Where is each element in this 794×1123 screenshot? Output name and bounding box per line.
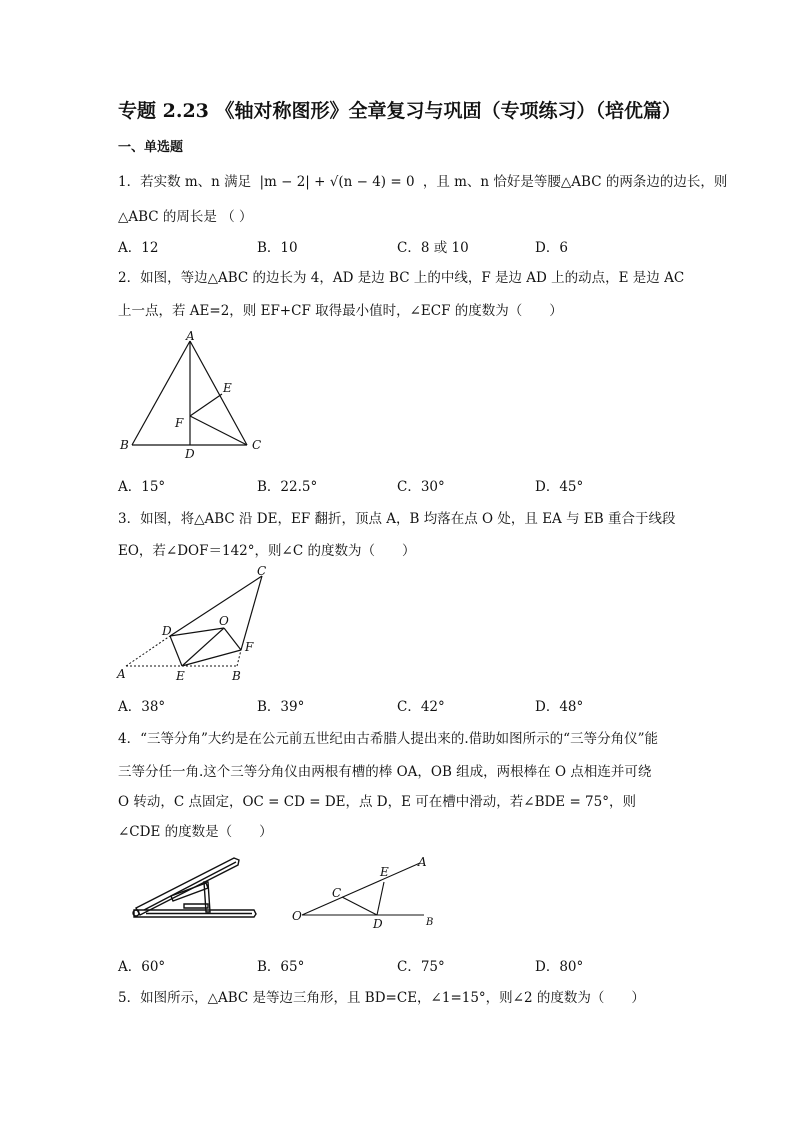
q4-line2: 三等分任一角.这个三等分角仪由两根有槽的棒 OA，OB 组成，两根棒在 O 点相连并可绕	[118, 764, 652, 780]
q3-option-a: A．38°	[118, 699, 166, 715]
q1-formula: |m − 2| + √(n − 4) = 0	[259, 174, 415, 190]
q2-option-a: A．15°	[118, 479, 166, 495]
q4-label-b: B	[426, 917, 434, 928]
q1-line2: △ABC 的周长是 （ ）	[118, 209, 253, 225]
q1-option-d: D．6	[535, 240, 568, 256]
q4-label-e: E	[380, 865, 389, 879]
q2-options	[118, 475, 698, 493]
q3-label-b: B	[232, 669, 241, 683]
q3-edge-cd	[170, 576, 262, 636]
q1-text-a: 1．若实数 m、n 满足	[118, 174, 252, 190]
q4-line4: ∠CDE 的度数是（ ）	[118, 824, 273, 840]
q2-option-c: C．30°	[397, 479, 445, 495]
q1-text-b: ，且 m、n 恰好是等腰△ABC 的两条边的边长，则	[422, 174, 728, 190]
q2-label-c: C	[252, 438, 262, 452]
q4-option-b: B．65°	[257, 959, 305, 975]
q4-line3: O 转动，C 点固定，OC = CD = DE，点 D，E 可在槽中滑动，若∠BDE = 75°，则	[118, 794, 636, 810]
q3-dashed-bf	[237, 650, 241, 666]
q4-diagram-figure	[286, 852, 446, 932]
q4-segment-de	[377, 882, 384, 915]
q3-label-e: E	[176, 669, 185, 683]
q1-line1	[118, 170, 727, 190]
q2-label-d: D	[185, 447, 195, 461]
q2-label-a: A	[186, 329, 195, 343]
q4-options	[118, 955, 698, 973]
q4-option-c: C．75°	[397, 959, 445, 975]
q4-device-figure	[126, 852, 266, 922]
q3-figure	[112, 562, 282, 686]
q3-edge-de	[170, 636, 182, 666]
q2-figure	[112, 328, 272, 464]
q4-label-a: A	[418, 855, 427, 869]
q4-device-slot-oa	[144, 862, 236, 910]
q5-line1: 5．如图所示，△ABC 是等边三角形，且 BD=CE，∠1=15°，则∠2 的度数为（ ）	[118, 990, 645, 1006]
q4-line1: 4．“三等分角”大约是在公元前五世纪由古希腊人提出来的.借助如图所示的“三等分角仪”能	[118, 731, 658, 747]
q2-line1: 2．如图，等边△ABC 的边长为 4，AD 是边 BC 上的中线，F 是边 AD 上的动点，E 是边 AC	[118, 270, 685, 286]
q2-segment-fe	[190, 394, 222, 416]
q1-options	[118, 236, 698, 254]
q3-label-a: A	[117, 667, 126, 681]
q3-label-c: C	[257, 564, 267, 578]
q2-label-f: F	[175, 416, 184, 430]
q4-label-c: C	[332, 886, 342, 900]
q4-label-o: O	[292, 909, 302, 923]
q3-option-d: D．48°	[535, 699, 584, 715]
q1-option-a: A．12	[118, 240, 159, 256]
q4-label-d: D	[373, 917, 383, 931]
q4-segment-cd	[342, 897, 377, 915]
q4-option-a: A．60°	[118, 959, 166, 975]
q4-device-link-base	[184, 904, 208, 908]
q3-label-f: F	[245, 640, 254, 654]
section-heading: 一、单选题	[118, 140, 184, 155]
q2-line2: 上一点，若 AE=2，则 EF+CF 取得最小值时，∠ECF 的度数为（ ）	[118, 303, 563, 319]
q3-dashed-ad	[126, 636, 170, 666]
page-title: 专题 2.23 《轴对称图形》全章复习与巩固（专项练习）（培优篇）	[118, 100, 682, 122]
q2-label-e: E	[223, 381, 232, 395]
q3-line2: EO，若∠DOF＝142°，则∠C 的度数为（ ）	[118, 543, 416, 559]
q4-option-d: D．80°	[535, 959, 584, 975]
q3-line1: 3．如图，将△ABC 沿 DE，EF 翻折，顶点 A，B 均落在点 O 处，且 EA 与 EB 重合于线段	[118, 511, 676, 527]
q2-edge-ac	[190, 341, 247, 445]
q3-edge-of	[224, 628, 241, 650]
q2-option-d: D．45°	[535, 479, 584, 495]
q2-option-b: B．22.5°	[257, 479, 318, 495]
q3-option-c: C．42°	[397, 699, 445, 715]
q1-option-c: C．8 或 10	[397, 240, 469, 256]
q2-label-b: B	[120, 438, 129, 452]
q3-options	[118, 695, 698, 713]
q1-option-b: B．10	[257, 240, 298, 256]
q3-label-d: D	[162, 624, 172, 638]
q3-option-b: B．39°	[257, 699, 305, 715]
q3-label-o: O	[219, 614, 229, 628]
